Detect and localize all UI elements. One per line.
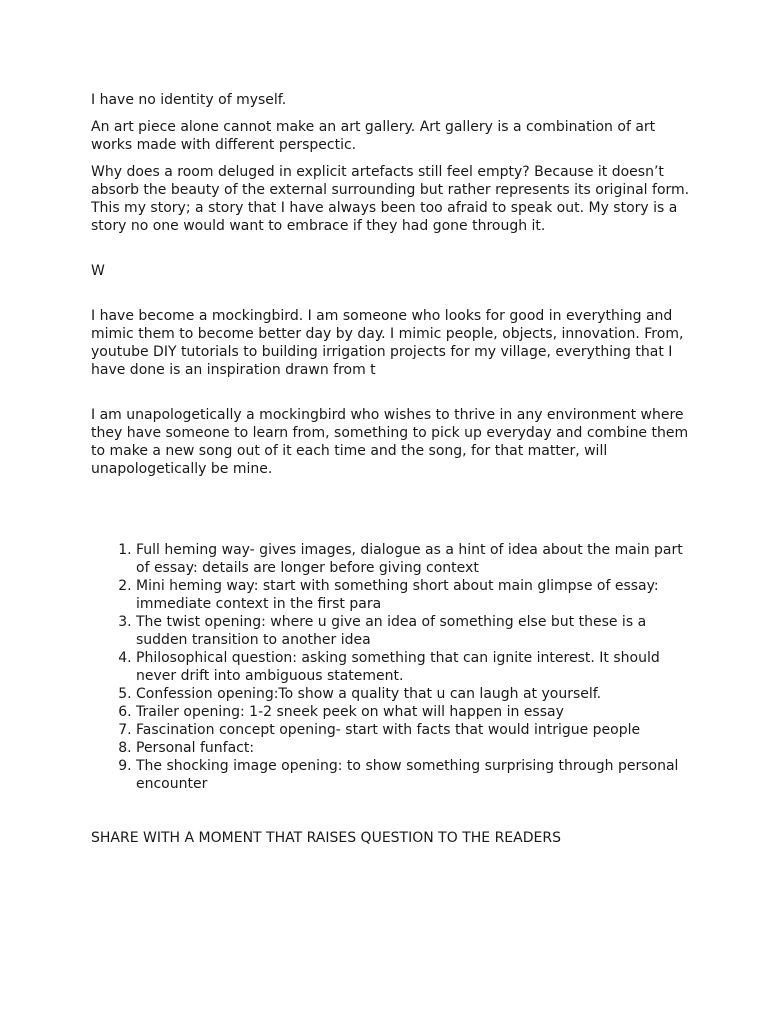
paragraph-identity: I have no identity of myself. xyxy=(91,92,287,108)
list-item: 3. The twist opening: where u give an idea of something else but these is a sudden transition to another idea xyxy=(136,613,691,649)
blank-lines xyxy=(91,487,691,541)
paragraph-unapologetic: I am unapologetically a mockingbird who wishes to thrive in any environment where they have someone to learn from, something to pick up everyday and combine them to make a new song out of it each time and the song, for that matter, will unapologetically be mine. xyxy=(91,407,689,477)
openings-list xyxy=(91,541,691,793)
paragraph-mockingbird: I have become a mockingbird. I am someone who looks for good in everything and mimic them to become better day by day. I mimic people, objects, innovation. From, youtube DIY tutorials to building irrigation projects for my village, everything that I have done is an inspiration drawn from t xyxy=(91,308,684,378)
list-item: 7. Fascination concept opening- start with facts that would intrigue people xyxy=(136,721,691,739)
closing-line: SHARE WITH A MOMENT THAT RAISES QUESTION TO THE READERS xyxy=(91,830,561,846)
list-item: 4. Philosophical question: asking something that can ignite interest. It should never drift into ambiguous statement. xyxy=(136,649,691,685)
list-item: 6. Trailer opening: 1-2 sneek peek on what will happen in essay xyxy=(136,703,691,721)
paragraph-fragment: W xyxy=(91,263,105,279)
blank-line xyxy=(91,289,691,307)
list-item: 5. Confession opening:To show a quality that u can laugh at yourself. xyxy=(136,685,691,703)
list-item: 8. Personal funfact: xyxy=(136,739,691,757)
blank-line xyxy=(91,244,691,262)
list-item: 1. Full heming way- gives images, dialogue as a hint of idea about the main part of essay: details are longer before giving context xyxy=(136,541,691,577)
paragraph-empty-room: Why does a room deluged in explicit artefacts still feel empty? Because it doesn’t absorb the beauty of the external surrounding but rather represents its original form. This my story; a story that I have always been too afraid to speak out. My story is a story no one would want to embrace if they had gone through it. xyxy=(91,164,690,234)
list-item: 2. Mini heming way: start with something short about main glimpse of essay: immediate context in the first para xyxy=(136,577,691,613)
list-item: 9. The shocking image opening: to show something surprising through personal encounter xyxy=(136,757,691,793)
paragraph-art-gallery: An art piece alone cannot make an art gallery. Art gallery is a combination of art works made with different perspectic. xyxy=(91,119,656,153)
blank-line xyxy=(91,388,691,406)
document-body xyxy=(91,91,691,856)
blank-lines xyxy=(91,793,691,829)
